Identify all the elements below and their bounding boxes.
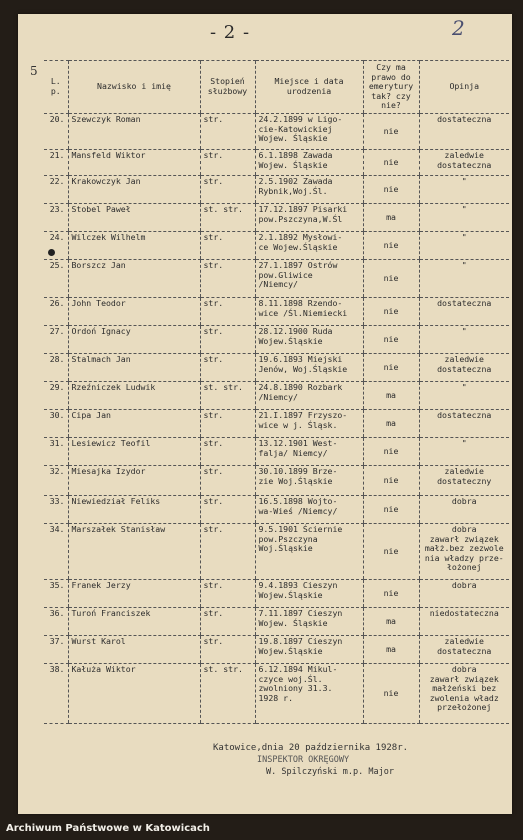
opinion: " bbox=[419, 382, 509, 410]
row-number: 38. bbox=[44, 664, 68, 724]
birth-place-date: 28.12.1900 Ruda Wojew.Śląskie bbox=[255, 326, 363, 354]
retirement-right: nie bbox=[363, 326, 419, 354]
place-and-date: Katowice,dnia 20 października 1928r. bbox=[213, 743, 409, 753]
employee-name: Miesajka Izydor bbox=[68, 466, 200, 496]
rank: st. str. bbox=[200, 664, 255, 724]
table-row bbox=[44, 524, 509, 580]
row-number: 22. bbox=[44, 176, 68, 204]
table-row bbox=[44, 664, 509, 724]
birth-place-date: 16.5.1898 Wojto- wa-Wieś /Niemcy/ bbox=[255, 496, 363, 524]
birth-place-date: 6.12.1894 Mikul- czyce woj.Śl. zwolniony 31.3. 1928 r. bbox=[255, 664, 363, 724]
archive-label: Archiwum Państwowe w Katowicach bbox=[6, 823, 210, 834]
row-number: 34. bbox=[44, 524, 68, 580]
rank: str. bbox=[200, 326, 255, 354]
employee-name: Szewczyk Roman bbox=[68, 114, 200, 150]
birth-place-date: 30.10.1899 Brze- zie Woj.Śląskie bbox=[255, 466, 363, 496]
rank: str. bbox=[200, 466, 255, 496]
header-birth: Miejsce i data urodzenia bbox=[255, 61, 363, 114]
opinion: zaledwie dostateczna bbox=[419, 150, 509, 176]
retirement-right: ma bbox=[363, 636, 419, 664]
row-number: 27. bbox=[44, 326, 68, 354]
inspector-title: INSPEKTOR OKRĘGOWY bbox=[257, 755, 350, 765]
row-number: 20. bbox=[44, 114, 68, 150]
rank: str. bbox=[200, 232, 255, 260]
birth-place-date: 17.12.1897 Pisarki pow.Pszczyna,W.Śl bbox=[255, 204, 363, 232]
table-row bbox=[44, 608, 509, 636]
row-number: 32. bbox=[44, 466, 68, 496]
birth-place-date: 9.5.1901 Ściernie pow.Pszczyna Woj.Śląskie bbox=[255, 524, 363, 580]
birth-place-date: 19.8.1897 Cieszyn Wojew.Śląskie bbox=[255, 636, 363, 664]
retirement-right: nie bbox=[363, 176, 419, 204]
row-number: 23. bbox=[44, 204, 68, 232]
table-row bbox=[44, 438, 509, 466]
opinion: zaledwie dostateczny bbox=[419, 466, 509, 496]
retirement-right: ma bbox=[363, 382, 419, 410]
rank: str. bbox=[200, 354, 255, 382]
retirement-right: nie bbox=[363, 260, 419, 298]
row-number: 24. bbox=[44, 232, 68, 260]
birth-place-date: 13.12.1901 West- falja/ Niemcy/ bbox=[255, 438, 363, 466]
table-row bbox=[44, 326, 509, 354]
rank: st. str. bbox=[200, 204, 255, 232]
opinion: dobra zawarł związek małż.bez zezwole nia władzy prze- łożonej bbox=[419, 524, 509, 580]
rank: str. bbox=[200, 524, 255, 580]
employee-name: Rzeźniczek Ludwik bbox=[68, 382, 200, 410]
employee-name: Kałuża Wiktor bbox=[68, 664, 200, 724]
header-retirement: Czy ma prawo do emerytury tak? czy nie? bbox=[363, 61, 419, 114]
opinion: zaledwie dostateczna bbox=[419, 636, 509, 664]
retirement-right: nie bbox=[363, 466, 419, 496]
birth-place-date: 19.6.1893 Miejski Jenów, Woj.Śląskie bbox=[255, 354, 363, 382]
birth-place-date: 7.11.1897 Cieszyn Wojew. Śląskie bbox=[255, 608, 363, 636]
retirement-right: nie bbox=[363, 496, 419, 524]
table-row bbox=[44, 382, 509, 410]
table-row bbox=[44, 410, 509, 438]
employee-name: Ordoń Ignacy bbox=[68, 326, 200, 354]
employee-name: Mansfeld Wiktor bbox=[68, 150, 200, 176]
employee-name: Borszcz Jan bbox=[68, 260, 200, 298]
table-row bbox=[44, 260, 509, 298]
birth-place-date: 24.8.1890 Rozbark /Niemcy/ bbox=[255, 382, 363, 410]
opinion: " bbox=[419, 438, 509, 466]
page-marker: - 2 - bbox=[210, 22, 251, 43]
birth-place-date: 6.1.1898 Zawada Wojew. Śląskie bbox=[255, 150, 363, 176]
retirement-right: ma bbox=[363, 204, 419, 232]
opinion: dobra zawarł związek małżeński bez zwolenia władz przełożonej bbox=[419, 664, 509, 724]
table-row bbox=[44, 636, 509, 664]
retirement-right: nie bbox=[363, 298, 419, 326]
employee-name: Niewiedział Feliks bbox=[68, 496, 200, 524]
rank: str. bbox=[200, 176, 255, 204]
rank: str. bbox=[200, 636, 255, 664]
opinion: dobra bbox=[419, 580, 509, 608]
opinion: dobra bbox=[419, 496, 509, 524]
ink-blot bbox=[48, 249, 55, 256]
retirement-right: ma bbox=[363, 410, 419, 438]
opinion: dostateczna bbox=[419, 298, 509, 326]
header-name: Nazwisko i imię bbox=[68, 61, 200, 114]
opinion: " bbox=[419, 204, 509, 232]
table-row bbox=[44, 298, 509, 326]
birth-place-date: 2.1.1892 Mysłowi- ce Wojew.Śląskie bbox=[255, 232, 363, 260]
opinion: dostateczna bbox=[419, 410, 509, 438]
row-number: 29. bbox=[44, 382, 68, 410]
employee-name: Stobel Paweł bbox=[68, 204, 200, 232]
header-no: L. p. bbox=[44, 61, 68, 114]
opinion: " bbox=[419, 260, 509, 298]
employee-name: Stalmach Jan bbox=[68, 354, 200, 382]
signature: W. Spilczyński m.p. Major bbox=[266, 767, 394, 777]
row-number: 21. bbox=[44, 150, 68, 176]
table-row bbox=[44, 204, 509, 232]
rank: str. bbox=[200, 580, 255, 608]
table-row bbox=[44, 580, 509, 608]
retirement-right: nie bbox=[363, 114, 419, 150]
opinion: " bbox=[419, 232, 509, 260]
birth-place-date: 2.5.1902 Zawada Rybnik,Woj.Śl. bbox=[255, 176, 363, 204]
handwritten-page-number: 2 bbox=[452, 16, 465, 40]
row-number: 25. bbox=[44, 260, 68, 298]
row-number: 36. bbox=[44, 608, 68, 636]
retirement-right: nie bbox=[363, 232, 419, 260]
employee-name: John Teodor bbox=[68, 298, 200, 326]
rank: str. bbox=[200, 150, 255, 176]
header-rank: Stopień służbowy bbox=[200, 61, 255, 114]
retirement-right: nie bbox=[363, 354, 419, 382]
header-opinion: Opinja bbox=[419, 61, 509, 114]
employee-name: Wilczek Wilhelm bbox=[68, 232, 200, 260]
employee-name: Cipa Jan bbox=[68, 410, 200, 438]
opinion: dostateczna bbox=[419, 114, 509, 150]
opinion: niedostateczna bbox=[419, 608, 509, 636]
table-header-row bbox=[44, 61, 509, 114]
retirement-right: nie bbox=[363, 150, 419, 176]
opinion: " bbox=[419, 326, 509, 354]
rank: str. bbox=[200, 260, 255, 298]
employee-name: Wurst Karol bbox=[68, 636, 200, 664]
row-number: 26. bbox=[44, 298, 68, 326]
row-number: 28. bbox=[44, 354, 68, 382]
employee-name: Turoń Franciszek bbox=[68, 608, 200, 636]
birth-place-date: 21.I.1897 Frzyszo- wice w j. Śląsk. bbox=[255, 410, 363, 438]
rank: st. str. bbox=[200, 382, 255, 410]
table-row bbox=[44, 150, 509, 176]
row-number: 30. bbox=[44, 410, 68, 438]
rank: str. bbox=[200, 298, 255, 326]
rank: str. bbox=[200, 496, 255, 524]
table-row bbox=[44, 176, 509, 204]
rank: str. bbox=[200, 608, 255, 636]
retirement-right: nie bbox=[363, 524, 419, 580]
table-row bbox=[44, 496, 509, 524]
birth-place-date: 24.2.1899 w Ligo- cie-Katowickiej Wojew. Śląskie bbox=[255, 114, 363, 150]
rank: str. bbox=[200, 410, 255, 438]
employee-name: Krakowczyk Jan bbox=[68, 176, 200, 204]
table-row bbox=[44, 466, 509, 496]
row-number: 33. bbox=[44, 496, 68, 524]
employee-name: Marszałek Stanisław bbox=[68, 524, 200, 580]
margin-mark: 5 bbox=[30, 64, 38, 78]
retirement-right: nie bbox=[363, 580, 419, 608]
retirement-right: nie bbox=[363, 438, 419, 466]
employee-name: Lesiewicz Teofil bbox=[68, 438, 200, 466]
rank: str. bbox=[200, 114, 255, 150]
row-number: 35. bbox=[44, 580, 68, 608]
table-row bbox=[44, 354, 509, 382]
opinion: " bbox=[419, 176, 509, 204]
personnel-table bbox=[44, 60, 509, 724]
retirement-right: ma bbox=[363, 608, 419, 636]
table-row bbox=[44, 114, 509, 150]
employee-name: Franek Jerzy bbox=[68, 580, 200, 608]
row-number: 31. bbox=[44, 438, 68, 466]
birth-place-date: 8.11.1898 Rzendo- wice /Śl.Niemiecki bbox=[255, 298, 363, 326]
birth-place-date: 27.1.1897 Ostrów pow.Gliwice /Niemcy/ bbox=[255, 260, 363, 298]
row-number: 37. bbox=[44, 636, 68, 664]
birth-place-date: 9.4.1893 Cieszyn Wojew.Śląskie bbox=[255, 580, 363, 608]
retirement-right: nie bbox=[363, 664, 419, 724]
rank: str. bbox=[200, 438, 255, 466]
opinion: zaledwie dostateczna bbox=[419, 354, 509, 382]
table-row bbox=[44, 232, 509, 260]
